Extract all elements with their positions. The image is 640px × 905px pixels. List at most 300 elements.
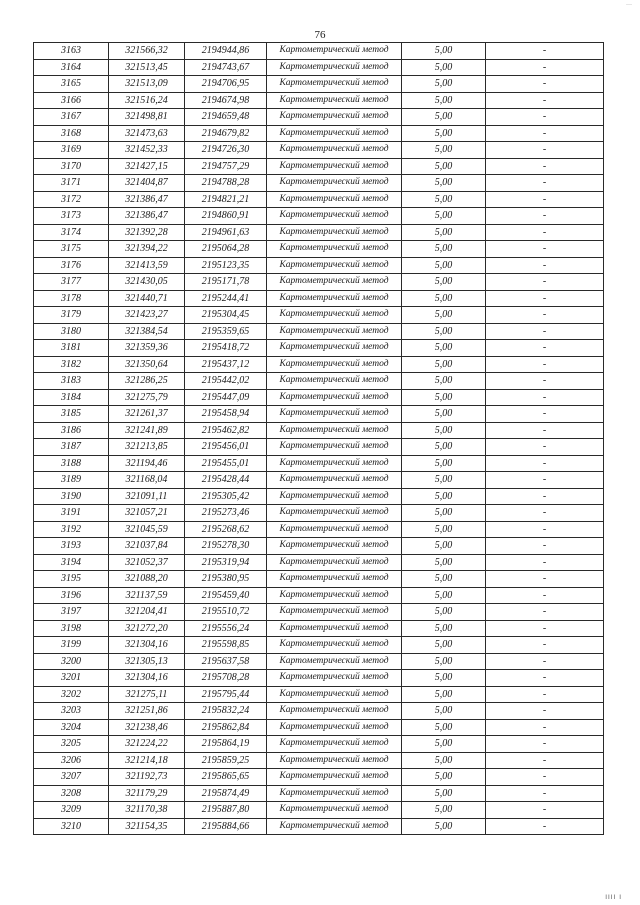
x-coordinate-cell: 321179,29 (109, 785, 185, 802)
table-row (34, 142, 604, 159)
method-cell: Картометрический метод (267, 802, 402, 819)
method-cell: Картометрический метод (267, 521, 402, 538)
note-cell: - (486, 125, 604, 142)
y-coordinate-cell: 2195437,12 (185, 356, 267, 373)
y-coordinate-cell: 2194788,28 (185, 175, 267, 192)
accuracy-cell: 5,00 (402, 323, 486, 340)
accuracy-cell: 5,00 (402, 158, 486, 175)
point-number-cell: 3198 (34, 620, 109, 637)
x-coordinate-cell: 321427,15 (109, 158, 185, 175)
point-number-cell: 3175 (34, 241, 109, 258)
accuracy-cell: 5,00 (402, 472, 486, 489)
y-coordinate-cell: 2194674,98 (185, 92, 267, 109)
method-cell: Картометрический метод (267, 356, 402, 373)
y-coordinate-cell: 2195171,78 (185, 274, 267, 291)
accuracy-cell: 5,00 (402, 785, 486, 802)
method-cell: Картометрический метод (267, 175, 402, 192)
note-cell: - (486, 158, 604, 175)
note-cell: - (486, 604, 604, 621)
y-coordinate-cell: 2195304,45 (185, 307, 267, 324)
x-coordinate-cell: 321168,04 (109, 472, 185, 489)
point-number-cell: 3178 (34, 290, 109, 307)
accuracy-cell: 5,00 (402, 488, 486, 505)
y-coordinate-cell: 2194743,67 (185, 59, 267, 76)
method-cell: Картометрический метод (267, 818, 402, 835)
x-coordinate-cell: 321423,27 (109, 307, 185, 324)
method-cell: Картометрический метод (267, 587, 402, 604)
y-coordinate-cell: 2195884,66 (185, 818, 267, 835)
table-row (34, 802, 604, 819)
y-coordinate-cell: 2194860,91 (185, 208, 267, 225)
point-number-cell: 3195 (34, 571, 109, 588)
x-coordinate-cell: 321261,37 (109, 406, 185, 423)
accuracy-cell: 5,00 (402, 92, 486, 109)
point-number-cell: 3207 (34, 769, 109, 786)
note-cell: - (486, 406, 604, 423)
method-cell: Картометрический метод (267, 274, 402, 291)
y-coordinate-cell: 2195447,09 (185, 389, 267, 406)
method-cell: Картометрический метод (267, 620, 402, 637)
y-coordinate-cell: 2195887,80 (185, 802, 267, 819)
accuracy-cell: 5,00 (402, 142, 486, 159)
x-coordinate-cell: 321213,85 (109, 439, 185, 456)
x-coordinate-cell: 321170,38 (109, 802, 185, 819)
point-number-cell: 3165 (34, 76, 109, 93)
note-cell: - (486, 521, 604, 538)
method-cell: Картометрический метод (267, 208, 402, 225)
x-coordinate-cell: 321404,87 (109, 175, 185, 192)
accuracy-cell: 5,00 (402, 521, 486, 538)
note-cell: - (486, 637, 604, 654)
y-coordinate-cell: 2195268,62 (185, 521, 267, 538)
accuracy-cell: 5,00 (402, 686, 486, 703)
table-row (34, 538, 604, 555)
note-cell: - (486, 587, 604, 604)
y-coordinate-cell: 2195864,19 (185, 736, 267, 753)
point-number-cell: 3209 (34, 802, 109, 819)
y-coordinate-cell: 2194659,48 (185, 109, 267, 126)
table-row (34, 653, 604, 670)
y-coordinate-cell: 2195708,28 (185, 670, 267, 687)
accuracy-cell: 5,00 (402, 604, 486, 621)
table-row (34, 818, 604, 835)
accuracy-cell: 5,00 (402, 191, 486, 208)
note-cell: - (486, 274, 604, 291)
table-row (34, 389, 604, 406)
table-row (34, 307, 604, 324)
method-cell: Картометрический метод (267, 785, 402, 802)
table-row (34, 323, 604, 340)
note-cell: - (486, 686, 604, 703)
method-cell: Картометрический метод (267, 538, 402, 555)
x-coordinate-cell: 321392,28 (109, 224, 185, 241)
accuracy-cell: 5,00 (402, 587, 486, 604)
method-cell: Картометрический метод (267, 323, 402, 340)
point-number-cell: 3177 (34, 274, 109, 291)
accuracy-cell: 5,00 (402, 109, 486, 126)
x-coordinate-cell: 321088,20 (109, 571, 185, 588)
point-number-cell: 3190 (34, 488, 109, 505)
table-row (34, 340, 604, 357)
point-number-cell: 3166 (34, 92, 109, 109)
accuracy-cell: 5,00 (402, 769, 486, 786)
point-number-cell: 3206 (34, 752, 109, 769)
note-cell: - (486, 620, 604, 637)
method-cell: Картометрический метод (267, 769, 402, 786)
coordinates-table (33, 42, 604, 835)
table-row (34, 736, 604, 753)
point-number-cell: 3186 (34, 422, 109, 439)
x-coordinate-cell: 321204,41 (109, 604, 185, 621)
x-coordinate-cell: 321473,63 (109, 125, 185, 142)
table-row (34, 521, 604, 538)
note-cell: - (486, 505, 604, 522)
x-coordinate-cell: 321137,59 (109, 587, 185, 604)
point-number-cell: 3179 (34, 307, 109, 324)
accuracy-cell: 5,00 (402, 719, 486, 736)
accuracy-cell: 5,00 (402, 455, 486, 472)
x-coordinate-cell: 321224,22 (109, 736, 185, 753)
table-row (34, 109, 604, 126)
table-row (34, 670, 604, 687)
y-coordinate-cell: 2194821,21 (185, 191, 267, 208)
method-cell: Картометрический метод (267, 92, 402, 109)
x-coordinate-cell: 321452,33 (109, 142, 185, 159)
method-cell: Картометрический метод (267, 752, 402, 769)
method-cell: Картометрический метод (267, 109, 402, 126)
point-number-cell: 3171 (34, 175, 109, 192)
accuracy-cell: 5,00 (402, 125, 486, 142)
method-cell: Картометрический метод (267, 736, 402, 753)
x-coordinate-cell: 321440,71 (109, 290, 185, 307)
x-coordinate-cell: 321350,64 (109, 356, 185, 373)
x-coordinate-cell: 321513,09 (109, 76, 185, 93)
method-cell: Картометрический метод (267, 637, 402, 654)
method-cell: Картометрический метод (267, 241, 402, 258)
x-coordinate-cell: 321154,35 (109, 818, 185, 835)
accuracy-cell: 5,00 (402, 571, 486, 588)
method-cell: Картометрический метод (267, 406, 402, 423)
point-number-cell: 3182 (34, 356, 109, 373)
note-cell: - (486, 802, 604, 819)
note-cell: - (486, 241, 604, 258)
x-coordinate-cell: 321045,59 (109, 521, 185, 538)
accuracy-cell: 5,00 (402, 439, 486, 456)
note-cell: - (486, 455, 604, 472)
method-cell: Картометрический метод (267, 373, 402, 390)
point-number-cell: 3169 (34, 142, 109, 159)
note-cell: - (486, 208, 604, 225)
method-cell: Картометрический метод (267, 571, 402, 588)
y-coordinate-cell: 2194757,29 (185, 158, 267, 175)
table-row (34, 785, 604, 802)
method-cell: Картометрический метод (267, 142, 402, 159)
note-cell: - (486, 307, 604, 324)
x-coordinate-cell: 321304,16 (109, 670, 185, 687)
method-cell: Картометрический метод (267, 257, 402, 274)
x-coordinate-cell: 321057,21 (109, 505, 185, 522)
method-cell: Картометрический метод (267, 703, 402, 720)
accuracy-cell: 5,00 (402, 340, 486, 357)
x-coordinate-cell: 321091,11 (109, 488, 185, 505)
accuracy-cell: 5,00 (402, 554, 486, 571)
x-coordinate-cell: 321359,36 (109, 340, 185, 357)
coordinates-table-body (34, 43, 604, 835)
table-row (34, 208, 604, 225)
y-coordinate-cell: 2195455,01 (185, 455, 267, 472)
table-row (34, 554, 604, 571)
note-cell: - (486, 175, 604, 192)
y-coordinate-cell: 2195428,44 (185, 472, 267, 489)
x-coordinate-cell: 321386,47 (109, 208, 185, 225)
table-row (34, 175, 604, 192)
point-number-cell: 3180 (34, 323, 109, 340)
accuracy-cell: 5,00 (402, 175, 486, 192)
table-row (34, 604, 604, 621)
accuracy-cell: 5,00 (402, 736, 486, 753)
note-cell: - (486, 109, 604, 126)
y-coordinate-cell: 2195359,65 (185, 323, 267, 340)
point-number-cell: 3183 (34, 373, 109, 390)
note-cell: - (486, 752, 604, 769)
accuracy-cell: 5,00 (402, 653, 486, 670)
y-coordinate-cell: 2195795,44 (185, 686, 267, 703)
x-coordinate-cell: 321498,81 (109, 109, 185, 126)
method-cell: Картометрический метод (267, 290, 402, 307)
y-coordinate-cell: 2195874,49 (185, 785, 267, 802)
x-coordinate-cell: 321413,59 (109, 257, 185, 274)
table-row (34, 752, 604, 769)
x-coordinate-cell: 321516,24 (109, 92, 185, 109)
table-row (34, 125, 604, 142)
table-row (34, 637, 604, 654)
accuracy-cell: 5,00 (402, 274, 486, 291)
table-row (34, 703, 604, 720)
point-number-cell: 3203 (34, 703, 109, 720)
note-cell: - (486, 670, 604, 687)
y-coordinate-cell: 2195865,65 (185, 769, 267, 786)
x-coordinate-cell: 321305,13 (109, 653, 185, 670)
x-coordinate-cell: 321251,86 (109, 703, 185, 720)
point-number-cell: 3167 (34, 109, 109, 126)
y-coordinate-cell: 2195859,25 (185, 752, 267, 769)
point-number-cell: 3163 (34, 43, 109, 60)
method-cell: Картометрический метод (267, 488, 402, 505)
accuracy-cell: 5,00 (402, 59, 486, 76)
page-number: 76 (314, 29, 326, 41)
table-row (34, 76, 604, 93)
note-cell: - (486, 769, 604, 786)
point-number-cell: 3173 (34, 208, 109, 225)
accuracy-cell: 5,00 (402, 290, 486, 307)
accuracy-cell: 5,00 (402, 43, 486, 60)
point-number-cell: 3202 (34, 686, 109, 703)
point-number-cell: 3164 (34, 59, 109, 76)
note-cell: - (486, 571, 604, 588)
table-row (34, 191, 604, 208)
y-coordinate-cell: 2195278,30 (185, 538, 267, 555)
accuracy-cell: 5,00 (402, 703, 486, 720)
accuracy-cell: 5,00 (402, 670, 486, 687)
corner-mark: … (626, 0, 632, 7)
table-row (34, 719, 604, 736)
x-coordinate-cell: 321272,20 (109, 620, 185, 637)
note-cell: - (486, 653, 604, 670)
note-cell: - (486, 142, 604, 159)
table-row (34, 158, 604, 175)
note-cell: - (486, 290, 604, 307)
accuracy-cell: 5,00 (402, 373, 486, 390)
x-coordinate-cell: 321384,54 (109, 323, 185, 340)
note-cell: - (486, 76, 604, 93)
point-number-cell: 3184 (34, 389, 109, 406)
accuracy-cell: 5,00 (402, 356, 486, 373)
x-coordinate-cell: 321275,11 (109, 686, 185, 703)
note-cell: - (486, 43, 604, 60)
table-row (34, 439, 604, 456)
x-coordinate-cell: 321394,22 (109, 241, 185, 258)
accuracy-cell: 5,00 (402, 505, 486, 522)
method-cell: Картометрический метод (267, 43, 402, 60)
method-cell: Картометрический метод (267, 670, 402, 687)
point-number-cell: 3172 (34, 191, 109, 208)
note-cell: - (486, 257, 604, 274)
x-coordinate-cell: 321052,37 (109, 554, 185, 571)
accuracy-cell: 5,00 (402, 802, 486, 819)
note-cell: - (486, 92, 604, 109)
y-coordinate-cell: 2195459,40 (185, 587, 267, 604)
method-cell: Картометрический метод (267, 653, 402, 670)
point-number-cell: 3210 (34, 818, 109, 835)
y-coordinate-cell: 2195123,35 (185, 257, 267, 274)
y-coordinate-cell: 2194706,95 (185, 76, 267, 93)
method-cell: Картометрический метод (267, 125, 402, 142)
method-cell: Картометрический метод (267, 455, 402, 472)
accuracy-cell: 5,00 (402, 422, 486, 439)
x-coordinate-cell: 321241,89 (109, 422, 185, 439)
point-number-cell: 3197 (34, 604, 109, 621)
point-number-cell: 3187 (34, 439, 109, 456)
accuracy-cell: 5,00 (402, 406, 486, 423)
table-row (34, 59, 604, 76)
method-cell: Картометрический метод (267, 439, 402, 456)
note-cell: - (486, 736, 604, 753)
point-number-cell: 3174 (34, 224, 109, 241)
table-row (34, 257, 604, 274)
accuracy-cell: 5,00 (402, 241, 486, 258)
point-number-cell: 3181 (34, 340, 109, 357)
y-coordinate-cell: 2195862,84 (185, 719, 267, 736)
note-cell: - (486, 59, 604, 76)
table-row (34, 505, 604, 522)
point-number-cell: 3193 (34, 538, 109, 555)
accuracy-cell: 5,00 (402, 818, 486, 835)
accuracy-cell: 5,00 (402, 224, 486, 241)
note-cell: - (486, 554, 604, 571)
point-number-cell: 3204 (34, 719, 109, 736)
table-row (34, 472, 604, 489)
table-row (34, 455, 604, 472)
point-number-cell: 3196 (34, 587, 109, 604)
method-cell: Картометрический метод (267, 389, 402, 406)
table-row (34, 587, 604, 604)
x-coordinate-cell: 321238,46 (109, 719, 185, 736)
accuracy-cell: 5,00 (402, 752, 486, 769)
note-cell: - (486, 422, 604, 439)
table-row (34, 686, 604, 703)
y-coordinate-cell: 2195637,58 (185, 653, 267, 670)
table-row (34, 620, 604, 637)
point-number-cell: 3205 (34, 736, 109, 753)
note-cell: - (486, 472, 604, 489)
y-coordinate-cell: 2194944,86 (185, 43, 267, 60)
method-cell: Картометрический метод (267, 422, 402, 439)
point-number-cell: 3199 (34, 637, 109, 654)
point-number-cell: 3200 (34, 653, 109, 670)
table-row (34, 406, 604, 423)
x-coordinate-cell: 321275,79 (109, 389, 185, 406)
method-cell: Картометрический метод (267, 191, 402, 208)
x-coordinate-cell: 321192,73 (109, 769, 185, 786)
note-cell: - (486, 356, 604, 373)
y-coordinate-cell: 2195319,94 (185, 554, 267, 571)
y-coordinate-cell: 2195456,01 (185, 439, 267, 456)
y-coordinate-cell: 2195832,24 (185, 703, 267, 720)
method-cell: Картометрический метод (267, 505, 402, 522)
method-cell: Картометрический метод (267, 307, 402, 324)
y-coordinate-cell: 2195556,24 (185, 620, 267, 637)
accuracy-cell: 5,00 (402, 389, 486, 406)
note-cell: - (486, 538, 604, 555)
note-cell: - (486, 340, 604, 357)
accuracy-cell: 5,00 (402, 637, 486, 654)
accuracy-cell: 5,00 (402, 76, 486, 93)
note-cell: - (486, 389, 604, 406)
footer-mark: IIII I (605, 894, 622, 901)
table-row (34, 274, 604, 291)
note-cell: - (486, 323, 604, 340)
note-cell: - (486, 439, 604, 456)
y-coordinate-cell: 2195305,42 (185, 488, 267, 505)
y-coordinate-cell: 2195598,85 (185, 637, 267, 654)
table-row (34, 92, 604, 109)
point-number-cell: 3188 (34, 455, 109, 472)
y-coordinate-cell: 2195442,02 (185, 373, 267, 390)
table-row (34, 769, 604, 786)
method-cell: Картометрический метод (267, 472, 402, 489)
method-cell: Картометрический метод (267, 719, 402, 736)
table-row (34, 356, 604, 373)
y-coordinate-cell: 2195273,46 (185, 505, 267, 522)
x-coordinate-cell: 321430,05 (109, 274, 185, 291)
method-cell: Картометрический метод (267, 59, 402, 76)
x-coordinate-cell: 321194,46 (109, 455, 185, 472)
note-cell: - (486, 191, 604, 208)
x-coordinate-cell: 321286,25 (109, 373, 185, 390)
x-coordinate-cell: 321304,16 (109, 637, 185, 654)
y-coordinate-cell: 2195064,28 (185, 241, 267, 258)
note-cell: - (486, 719, 604, 736)
accuracy-cell: 5,00 (402, 307, 486, 324)
method-cell: Картометрический метод (267, 224, 402, 241)
point-number-cell: 3168 (34, 125, 109, 142)
point-number-cell: 3176 (34, 257, 109, 274)
point-number-cell: 3191 (34, 505, 109, 522)
table-row (34, 290, 604, 307)
accuracy-cell: 5,00 (402, 208, 486, 225)
method-cell: Картометрический метод (267, 76, 402, 93)
table-row (34, 241, 604, 258)
